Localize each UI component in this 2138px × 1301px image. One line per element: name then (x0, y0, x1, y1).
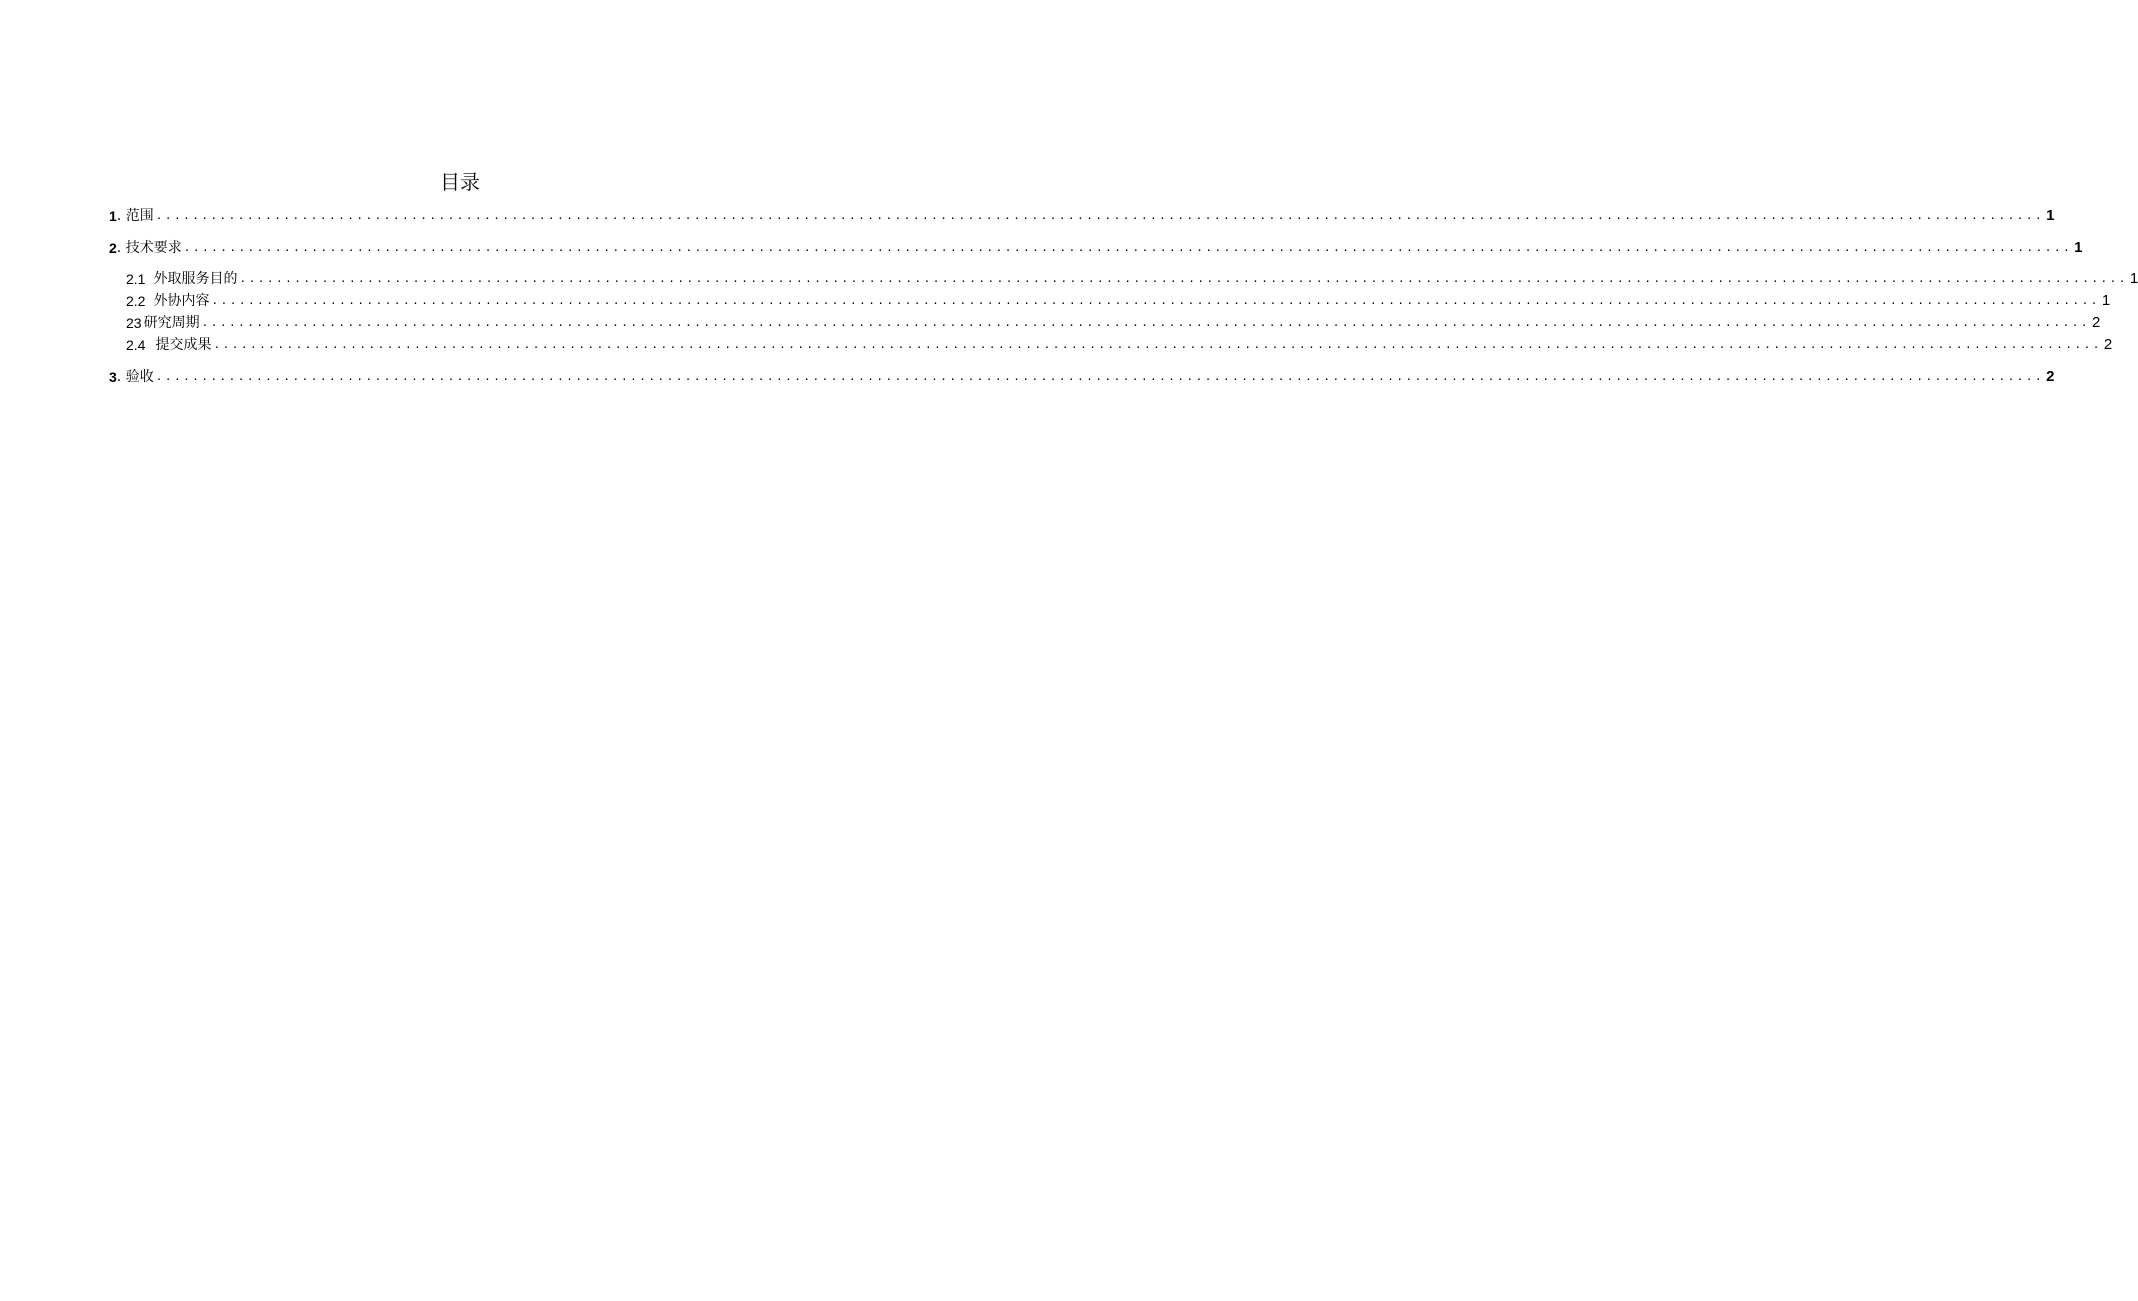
toc-entry-page: 1 (2101, 292, 2111, 309)
toc-leader-dots: ............................................................................................................................................................................................................... (155, 209, 2045, 222)
toc-entry-number: 1 (109, 208, 117, 224)
toc-entry-title: . 范围 (116, 208, 154, 224)
toc-entry-2[interactable] (109, 237, 2083, 257)
toc-entry-1[interactable] (109, 205, 2055, 225)
toc-entry-number: 3 (109, 369, 117, 385)
toc-entry-page: 1 (2074, 239, 2083, 256)
toc-entry-2-3[interactable] (126, 312, 2101, 332)
toc-leader-dots: ............................................................................................................................................................................................................... (201, 316, 2090, 329)
toc-entry-title: . 技术要求 (116, 240, 182, 256)
toc-leader-dots: ............................................................................................................................................................................................................... (213, 338, 2102, 351)
toc-entry-page: 2 (2046, 368, 2055, 385)
toc-entry-number: 2.4 (126, 337, 146, 353)
toc-entry-number: 23 (126, 315, 142, 331)
toc-entry-title: 外协内容 (153, 293, 210, 309)
toc-entry-number: 2.2 (126, 293, 146, 309)
toc-leader-dots: ............................................................................................................................................................................................................... (239, 272, 2128, 285)
toc-entry-3[interactable] (109, 366, 2055, 386)
toc-leader-dots: ............................................................................................................................................................................................................... (211, 294, 2100, 307)
toc-entry-title: 提交成果 (155, 337, 212, 353)
toc-entry-number: 2.1 (126, 271, 146, 287)
toc-leader-dots: ............................................................................................................................................................................................................... (155, 370, 2045, 383)
toc-entry-2-1[interactable] (126, 268, 2138, 288)
toc-entry-page: 1 (2046, 207, 2055, 224)
toc-entry-title: . 验收 (116, 369, 154, 385)
toc-entry-2-2[interactable] (126, 290, 2111, 310)
toc-entry-page: 1 (2129, 270, 2138, 287)
toc-entry-2-4[interactable] (126, 334, 2113, 354)
toc-entry-number: 2 (109, 240, 117, 256)
toc-entry-page: 2 (2091, 314, 2101, 331)
toc-title: 目录 (440, 170, 480, 194)
toc-entry-title: 研究周期 (143, 315, 200, 331)
toc-entry-page: 2 (2103, 336, 2113, 353)
toc-entry-title: 外取服务目的 (153, 271, 238, 287)
toc-leader-dots: ............................................................................................................................................................................................................... (183, 241, 2073, 254)
